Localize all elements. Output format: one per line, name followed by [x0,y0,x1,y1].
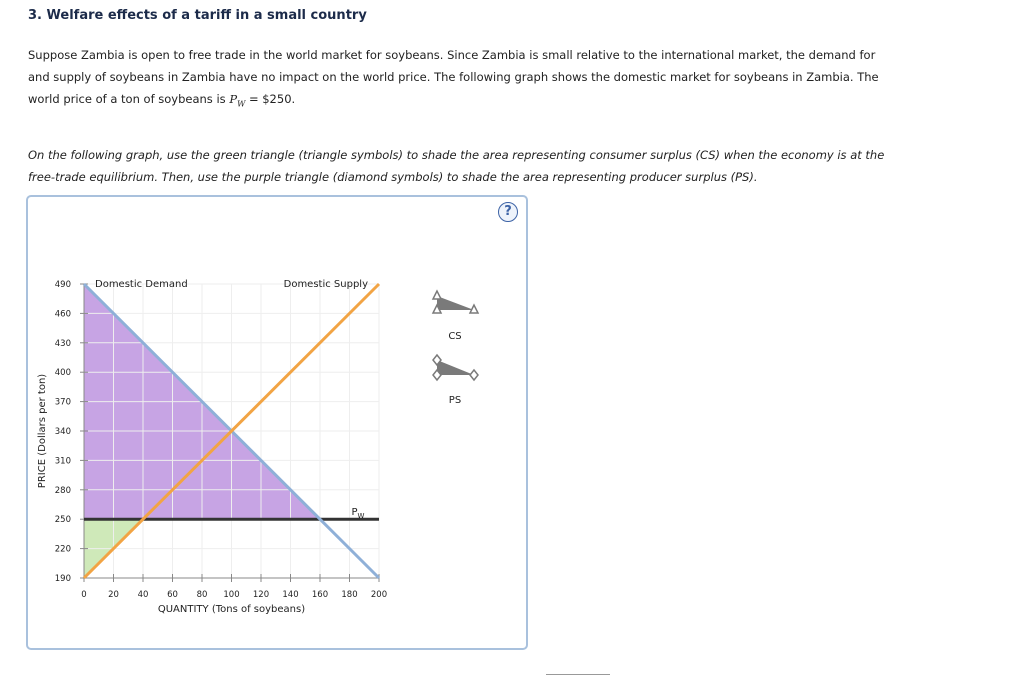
demand-curve-label: Domestic Demand [95,279,188,290]
instructions-line-2: free-trade equilibrium. Then, use the purple triangle (diamond symbols) to shade the area representing producer surplus (PS). [28,170,758,184]
ps-tool-label: PS [448,395,462,406]
y-tick-label: 400 [54,368,71,379]
help-button[interactable]: ? [498,202,518,222]
x-axis-label: QUANTITY (Tons of soybeans) [157,604,306,615]
cs-triangle-icon [437,296,474,310]
intro-line-2: and supply of soybeans in Zambia have no impact on the world price. The following graph shows the domestic market for soybeans in Zambia. The [28,70,879,84]
y-tick-label: 310 [54,456,71,467]
cs-triangle-tool[interactable] [433,291,478,342]
y-axis-ticks [55,280,88,584]
diamond-marker-icon [470,370,478,380]
x-tick-label: 180 [341,590,358,600]
y-tick-label: 190 [54,574,71,584]
intro-line-3-suffix: = $250. [245,92,296,106]
ps-triangle-icon [437,360,474,375]
y-tick-label: 430 [54,338,71,349]
instructions-line-1: On the following graph, use the green triangle (triangle symbols) to shade the area representing consumer surplus (CS) when the economy is at the [28,148,885,162]
y-tick-label: 220 [54,544,71,555]
y-axis-label: PRICE (Dollars per ton) [37,373,48,489]
y-tick-label: 280 [54,485,71,496]
x-tick-label: 40 [137,590,149,600]
x-tick-label: 80 [196,590,208,600]
x-tick-label: 60 [167,590,178,600]
triangle-marker-icon [433,291,441,299]
x-tick-label: 0 [81,590,87,600]
page-title: 3. Welfare effects of a tariff in a small country [28,8,367,23]
y-tick-label: 370 [54,397,71,408]
y-tick-label: 460 [54,309,71,320]
x-tick-label: 200 [370,590,388,600]
intro-line-3-prefix: world price of a ton of soybeans is [28,92,230,106]
x-tick-label: 20 [108,590,119,600]
x-tick-label: 140 [282,590,299,600]
world-price-symbol: $P_W$ [229,92,246,109]
x-tick-label: 100 [223,590,240,600]
triangle-marker-icon [470,305,478,313]
y-tick-label: 340 [54,427,71,437]
intro-line-1: Suppose Zambia is open to free trade in the world market for soybeans. Since Zambia is small relative to the international market, the demand for [28,48,876,62]
footer-divider [546,674,610,675]
x-tick-label: 120 [252,590,270,600]
world-price-label: $P_W$ [351,507,365,521]
supply-curve-label: Domestic Supply [283,279,368,290]
y-tick-label: 250 [54,515,71,526]
y-tick-label: 490 [54,280,71,290]
ps-diamond-tool[interactable] [433,355,478,406]
cs-tool-label: CS [448,331,462,342]
x-tick-label: 160 [311,590,329,600]
